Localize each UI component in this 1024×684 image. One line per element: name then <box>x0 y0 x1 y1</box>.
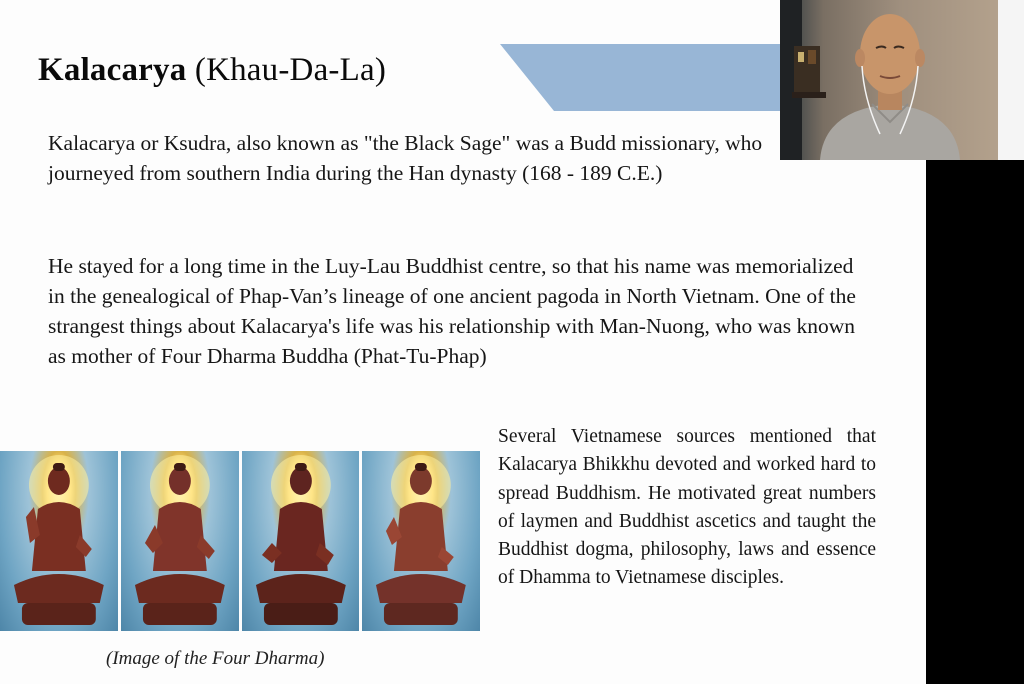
paragraph-intro: Kalacarya or Ksudra, also known as "the Black Sage" was a Budd missionary, who journeyed from southern India during the Han dynasty (168 - 189 C.E.) <box>48 131 763 185</box>
webcam-video[interactable] <box>780 0 998 160</box>
image-caption: (Image of the Four Dharma) <box>106 648 325 669</box>
four-dharma-image <box>0 451 480 631</box>
buddha-statue-2 <box>121 451 239 631</box>
slide-title <box>38 52 386 89</box>
paragraph-luy-lau: He stayed for a long time in the Luy-Lau Buddhist centre, so that his name was memorialized in the genealogical of Phap-Van’s lineage of one ancient pagoda in North Vietnam. One of the strangest things about Kalacarya's life was his relationship with Man-Nuong, who was known as mother of Four Dharma Buddha (Phat-Tu-Phap) <box>48 254 856 368</box>
buddha-statue-1 <box>0 451 118 631</box>
black-sidebar-panel <box>926 160 1024 684</box>
title-banner-shape <box>500 44 800 111</box>
slide-title-name: Kalacarya <box>38 52 187 88</box>
buddha-statue-4 <box>362 451 480 631</box>
paragraph-sources: Several Vietnamese sources mentioned that Kalacarya Bhikkhu devoted and worked hard to spread Buddhism. He motivated great numbers of laymen and Buddhist ascetics and taught the Buddhist dogma, philosophy, laws and essence of Dhamma to Vietnamese disciples. <box>498 426 876 589</box>
screen-edge <box>998 0 1024 160</box>
buddha-statue-3 <box>242 451 360 631</box>
slide-title-subtitle: (Khau-Da-La) <box>186 52 387 88</box>
